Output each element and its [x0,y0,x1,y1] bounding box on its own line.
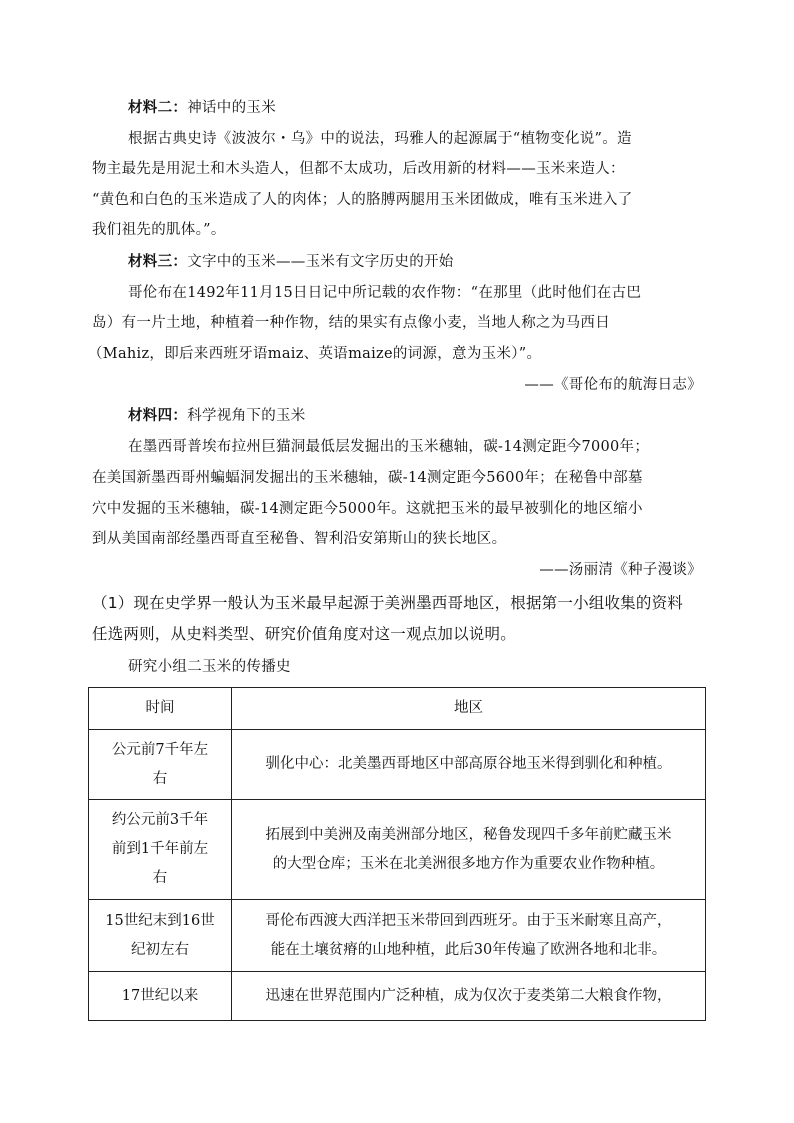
region-line: 拓展到中美洲及南美洲部分地区，秘鲁发现四千多年前贮藏玉米 [265,826,672,843]
table-cell-region [232,800,706,900]
material4-line: 到从美国南部经墨西哥直至秘鲁、智利沿安第斯山的狭长地区。 [92,531,507,547]
time-line: 右 [152,870,168,886]
table-cell-time [89,800,232,900]
time-line: 公元前7千年左 [111,741,209,758]
time-line: 15世纪末到16世 [105,912,215,929]
table-row [89,900,706,972]
table-row [89,972,706,1021]
table-header-time: 时间 [89,688,232,730]
table-cell-region [232,972,706,1021]
material3-heading [128,252,454,272]
region-line: 的大型仓库；玉米在北美洲很多地方作为重要农业作物种植。 [272,855,665,872]
material3-label: 材料三： [128,253,188,270]
material4-line: 在墨西哥普埃布拉州巨猫洞最低层发掘出的玉米穗轴，碳-14测定距今7000年； [128,439,650,455]
material3-line: 哥伦布在1492年11月15日日记中所记载的农作物：“在那里（此时他们在古巴 [128,285,642,301]
time-line: 前到1千年前左 [111,841,209,857]
material2-line: 根据古典史诗《波波尔・乌》中的说法，玛雅人的起源属于“植物变化说”。造 [128,131,632,147]
material4-heading [128,406,306,426]
table-row [89,800,706,900]
material2-heading [128,98,276,118]
material2-title: 神话中的玉米 [187,100,277,116]
material4-line: 穴中发掘的玉米穗轴，碳-14测定距今5000年。这就把玉米的最早被驯化的地区缩小 [92,501,643,517]
material2-line: 物主最先是用泥土和木头造人，但都不太成功，后改用新的材料——玉米来造人： [92,161,625,177]
time-line: 17世纪以来 [121,987,199,1004]
material3-title: 文字中的玉米——玉米有文字历史的开始 [187,254,454,270]
material2-line: “黄色和白色的玉米造成了人的肉体；人的胳膊两腿用玉米团做成，唯有玉米进入了 [92,192,633,208]
time-line: 纪初左右 [131,941,189,958]
question1-line: 任选两则，从史料类型、研究价值角度对这一观点加以说明。 [92,625,516,643]
time-line: 右 [152,770,168,787]
material4-title: 科学视角下的玉米 [187,408,306,424]
material2-label: 材料二： [128,99,188,116]
material4-label: 材料四： [128,407,188,424]
material3-line: （Mahiz，即后来西班牙语maiz、英语maize的词源，意为玉米）”。 [88,346,542,362]
material2-line: 我们祖先的肌体。”。 [92,222,226,238]
group2-title: 研究小组二玉米的传播史 [128,659,291,675]
question1-line: （1）现在史学界一般认为玉米最早起源于美洲墨西哥地区，根据第一小组收集的资料 [92,594,683,612]
table-header-region: 地区 [232,688,706,730]
table-cell-time [89,730,232,800]
spread-history-table [88,687,706,1021]
region-line: 迅速在世界范围内广泛种植，成为仅次于麦类第二大粮食作物， [265,987,672,1004]
table-cell-time [89,972,232,1021]
table-cell-region [232,730,706,800]
region-line: 驯化中心：北美墨西哥地区中部高原谷地玉米得到驯化和种植。 [265,756,672,772]
material4-source: ——汤丽清《种子漫谈》 [539,562,702,578]
material3-line: 岛）有一片土地，种植着一种作物，结的果实有点像小麦，当地人称之为马西日 [92,315,610,331]
table-cell-region [232,900,706,972]
time-line: 约公元前3千年 [111,812,209,828]
table-cell-time [89,900,232,972]
region-line: 哥伦布西渡大西洋把玉米带回到西班牙。由于玉米耐寒且高产， [265,912,672,929]
region-line: 能在土壤贫瘠的山地种植，此后30年传遍了欧洲各地和北非。 [270,941,667,958]
material4-line: 在美国新墨西哥州蝙蝠洞发掘出的玉米穗轴，碳-14测定距今5600年；在秘鲁中部墓 [92,470,643,486]
table-header-row [89,688,706,730]
table-row [89,730,706,800]
material3-source: ——《哥伦布的航海日志》 [524,377,702,393]
